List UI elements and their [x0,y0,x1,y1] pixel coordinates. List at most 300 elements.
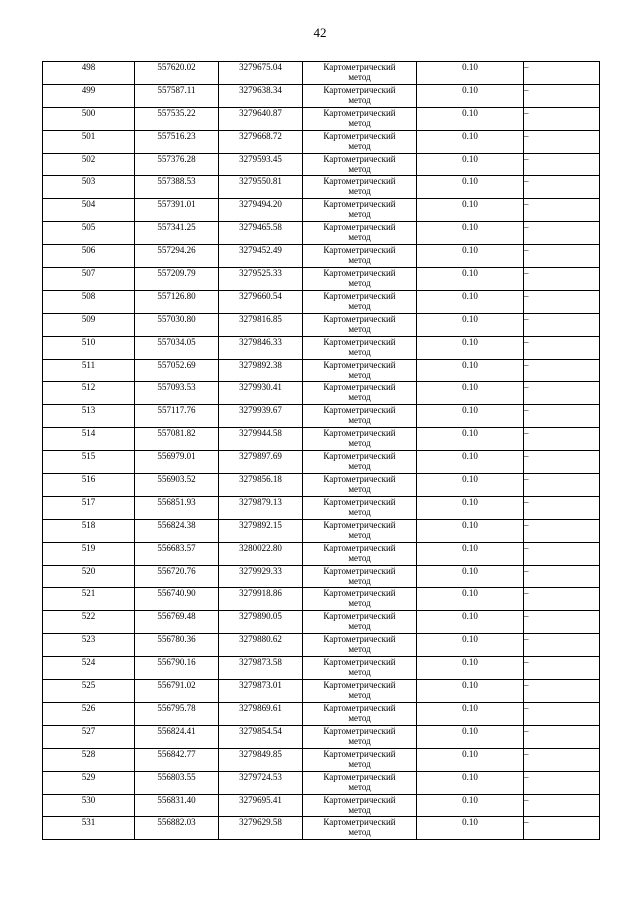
accuracy-cell: 0.10 [417,565,524,588]
method-line-2: метод [348,484,371,495]
x-coordinate-cell: 557093.53 [135,382,219,405]
accuracy-cell: 0.10 [417,702,524,725]
table-row [43,474,600,497]
method-cell [303,84,417,107]
table-row [43,428,600,451]
method-cell [303,748,417,771]
description-cell: – [524,428,600,451]
y-coordinate-cell: 3279918.86 [219,588,303,611]
table-row [43,748,600,771]
description-cell: – [524,748,600,771]
method-cell [303,474,417,497]
method-line-1: Картометрический [323,290,396,301]
method-cell [303,771,417,794]
description-cell: – [524,611,600,634]
point-number-cell: 514 [43,428,135,451]
method-cell [303,496,417,519]
y-coordinate-cell: 3279724.53 [219,771,303,794]
y-coordinate-cell: 3279629.58 [219,817,303,840]
description-cell: – [524,702,600,725]
accuracy-cell: 0.10 [417,84,524,107]
accuracy-cell: 0.10 [417,405,524,428]
method-cell [303,290,417,313]
y-coordinate-cell: 3279897.69 [219,451,303,474]
method-line-2: метод [348,690,371,701]
y-coordinate-cell: 3279494.20 [219,199,303,222]
method-cell [303,794,417,817]
method-line-2: метод [348,506,371,517]
method-line-1: Картометрический [323,611,396,622]
y-coordinate-cell: 3279593.45 [219,153,303,176]
table-row [43,107,600,130]
accuracy-cell: 0.10 [417,588,524,611]
accuracy-cell: 0.10 [417,634,524,657]
table-row [43,313,600,336]
method-cell [303,245,417,268]
method-line-2: метод [348,735,371,746]
table-row [43,268,600,291]
accuracy-cell: 0.10 [417,496,524,519]
accuracy-cell: 0.10 [417,611,524,634]
method-line-1: Картометрический [323,428,396,439]
description-cell: – [524,519,600,542]
accuracy-cell: 0.10 [417,794,524,817]
description-cell: – [524,153,600,176]
method-cell [303,725,417,748]
method-line-1: Картометрический [323,451,396,462]
x-coordinate-cell: 557052.69 [135,359,219,382]
y-coordinate-cell: 3279892.38 [219,359,303,382]
method-line-1: Картометрический [323,519,396,530]
y-coordinate-cell: 3279939.67 [219,405,303,428]
description-cell: – [524,359,600,382]
description-cell: – [524,794,600,817]
method-line-1: Картометрический [323,84,396,95]
method-line-2: метод [348,598,371,609]
table-row [43,382,600,405]
y-coordinate-cell: 3279849.85 [219,748,303,771]
accuracy-cell: 0.10 [417,382,524,405]
method-line-2: метод [348,186,371,197]
method-line-2: метод [348,346,371,357]
accuracy-cell: 0.10 [417,62,524,85]
table-row [43,588,600,611]
description-cell: – [524,634,600,657]
table-row [43,702,600,725]
accuracy-cell: 0.10 [417,680,524,703]
method-line-1: Картометрический [323,702,396,713]
table-row [43,565,600,588]
x-coordinate-cell: 557391.01 [135,199,219,222]
method-line-2: метод [348,300,371,311]
method-line-2: метод [348,781,371,792]
point-number-cell: 513 [43,405,135,428]
accuracy-cell: 0.10 [417,428,524,451]
method-cell [303,634,417,657]
method-cell [303,588,417,611]
point-number-cell: 506 [43,245,135,268]
x-coordinate-cell: 556790.16 [135,657,219,680]
method-line-2: метод [348,804,371,815]
description-cell: – [524,474,600,497]
table-row [43,245,600,268]
point-number-cell: 512 [43,382,135,405]
point-number-cell: 520 [43,565,135,588]
description-cell: – [524,657,600,680]
accuracy-cell: 0.10 [417,657,524,680]
table-row [43,634,600,657]
x-coordinate-cell: 556831.40 [135,794,219,817]
x-coordinate-cell: 556780.36 [135,634,219,657]
table-row [43,336,600,359]
y-coordinate-cell: 3279640.87 [219,107,303,130]
x-coordinate-cell: 556882.03 [135,817,219,840]
y-coordinate-cell: 3279550.81 [219,176,303,199]
method-line-2: метод [348,369,371,380]
point-number-cell: 529 [43,771,135,794]
x-coordinate-cell: 556795.78 [135,702,219,725]
accuracy-cell: 0.10 [417,474,524,497]
point-number-cell: 507 [43,268,135,291]
table-row [43,62,600,85]
method-line-2: метод [348,438,371,449]
method-cell [303,680,417,703]
accuracy-cell: 0.10 [417,771,524,794]
y-coordinate-cell: 3280022.80 [219,542,303,565]
table-row [43,519,600,542]
method-cell [303,107,417,130]
accuracy-cell: 0.10 [417,817,524,840]
point-number-cell: 526 [43,702,135,725]
point-number-cell: 502 [43,153,135,176]
method-line-1: Картометрический [323,153,396,164]
y-coordinate-cell: 3279880.62 [219,634,303,657]
point-number-cell: 516 [43,474,135,497]
table-row [43,153,600,176]
method-line-1: Картометрический [323,382,396,393]
point-number-cell: 531 [43,817,135,840]
x-coordinate-cell: 557587.11 [135,84,219,107]
x-coordinate-cell: 557030.80 [135,313,219,336]
method-line-1: Картометрический [323,107,396,118]
method-cell [303,62,417,85]
x-coordinate-cell: 556851.93 [135,496,219,519]
description-cell: – [524,542,600,565]
method-line-1: Картометрический [323,748,396,759]
x-coordinate-cell: 556824.38 [135,519,219,542]
accuracy-cell: 0.10 [417,725,524,748]
table-row [43,405,600,428]
description-cell: – [524,382,600,405]
y-coordinate-cell: 3279465.58 [219,222,303,245]
x-coordinate-cell: 557034.05 [135,336,219,359]
x-coordinate-cell: 557516.23 [135,130,219,153]
method-line-1: Картометрический [323,794,396,805]
table-row [43,290,600,313]
description-cell: – [524,199,600,222]
point-number-cell: 517 [43,496,135,519]
method-line-2: метод [348,644,371,655]
method-cell [303,657,417,680]
description-cell: – [524,588,600,611]
description-cell: – [524,268,600,291]
description-cell: – [524,771,600,794]
description-cell: – [524,680,600,703]
method-line-2: метод [348,667,371,678]
method-cell [303,519,417,542]
method-line-2: метод [348,117,371,128]
y-coordinate-cell: 3279930.41 [219,382,303,405]
method-line-2: метод [348,552,371,563]
x-coordinate-cell: 557341.25 [135,222,219,245]
table-row [43,680,600,703]
accuracy-cell: 0.10 [417,336,524,359]
point-number-cell: 518 [43,519,135,542]
description-cell: – [524,290,600,313]
description-cell: – [524,62,600,85]
y-coordinate-cell: 3279675.04 [219,62,303,85]
x-coordinate-cell: 556824.41 [135,725,219,748]
method-line-2: метод [348,232,371,243]
method-line-2: метод [348,575,371,586]
method-cell [303,702,417,725]
x-coordinate-cell: 556979.01 [135,451,219,474]
method-line-1: Картометрический [323,359,396,370]
description-cell: – [524,405,600,428]
method-cell [303,451,417,474]
y-coordinate-cell: 3279879.13 [219,496,303,519]
y-coordinate-cell: 3279854.54 [219,725,303,748]
point-number-cell: 522 [43,611,135,634]
x-coordinate-cell: 556720.76 [135,565,219,588]
method-line-2: метод [348,461,371,472]
y-coordinate-cell: 3279890.05 [219,611,303,634]
x-coordinate-cell: 557388.53 [135,176,219,199]
y-coordinate-cell: 3279929.33 [219,565,303,588]
point-number-cell: 505 [43,222,135,245]
description-cell: – [524,313,600,336]
method-line-1: Картометрический [323,680,396,691]
x-coordinate-cell: 557620.02 [135,62,219,85]
point-number-cell: 501 [43,130,135,153]
method-line-1: Картометрический [323,565,396,576]
method-line-2: метод [348,323,371,334]
method-cell [303,176,417,199]
method-line-2: метод [348,529,371,540]
accuracy-cell: 0.10 [417,748,524,771]
y-coordinate-cell: 3279869.61 [219,702,303,725]
method-line-2: метод [348,621,371,632]
coordinates-table-body [43,62,600,840]
accuracy-cell: 0.10 [417,107,524,130]
method-line-1: Картометрический [323,771,396,782]
point-number-cell: 528 [43,748,135,771]
method-line-1: Картометрический [323,245,396,256]
table-row [43,176,600,199]
table-row [43,611,600,634]
table-row [43,657,600,680]
point-number-cell: 499 [43,84,135,107]
description-cell: – [524,84,600,107]
description-cell: – [524,451,600,474]
x-coordinate-cell: 556842.77 [135,748,219,771]
description-cell: – [524,107,600,130]
coordinates-table [42,61,600,840]
method-line-2: метод [348,209,371,220]
x-coordinate-cell: 556791.02 [135,680,219,703]
table-row [43,199,600,222]
y-coordinate-cell: 3279638.34 [219,84,303,107]
point-number-cell: 523 [43,634,135,657]
method-line-2: метод [348,712,371,723]
accuracy-cell: 0.10 [417,290,524,313]
x-coordinate-cell: 556769.48 [135,611,219,634]
point-number-cell: 510 [43,336,135,359]
method-cell [303,542,417,565]
description-cell: – [524,725,600,748]
method-cell [303,268,417,291]
y-coordinate-cell: 3279452.49 [219,245,303,268]
x-coordinate-cell: 557126.80 [135,290,219,313]
method-line-1: Картометрический [323,222,396,233]
method-line-1: Картометрический [323,725,396,736]
method-line-1: Картометрический [323,474,396,485]
table-row [43,817,600,840]
point-number-cell: 515 [43,451,135,474]
accuracy-cell: 0.10 [417,130,524,153]
description-cell: – [524,222,600,245]
table-row [43,771,600,794]
point-number-cell: 525 [43,680,135,703]
table-row [43,725,600,748]
table-row [43,359,600,382]
x-coordinate-cell: 557117.76 [135,405,219,428]
table-row [43,84,600,107]
method-cell [303,313,417,336]
method-line-2: метод [348,140,371,151]
point-number-cell: 511 [43,359,135,382]
accuracy-cell: 0.10 [417,519,524,542]
method-line-1: Картометрический [323,268,396,279]
x-coordinate-cell: 556683.57 [135,542,219,565]
y-coordinate-cell: 3279873.01 [219,680,303,703]
x-coordinate-cell: 556803.55 [135,771,219,794]
y-coordinate-cell: 3279892.15 [219,519,303,542]
y-coordinate-cell: 3279660.54 [219,290,303,313]
method-line-1: Картометрический [323,130,396,141]
method-line-2: метод [348,415,371,426]
method-cell [303,611,417,634]
description-cell: – [524,130,600,153]
accuracy-cell: 0.10 [417,542,524,565]
description-cell: – [524,336,600,359]
table-row [43,542,600,565]
x-coordinate-cell: 557535.22 [135,107,219,130]
method-line-1: Картометрический [323,336,396,347]
method-line-1: Картометрический [323,496,396,507]
x-coordinate-cell: 556903.52 [135,474,219,497]
point-number-cell: 498 [43,62,135,85]
method-line-2: метод [348,163,371,174]
method-line-2: метод [348,72,371,82]
method-cell [303,405,417,428]
method-cell [303,359,417,382]
method-cell [303,428,417,451]
method-line-2: метод [348,827,371,838]
x-coordinate-cell: 557209.79 [135,268,219,291]
method-cell [303,817,417,840]
description-cell: – [524,565,600,588]
method-line-1: Картометрический [323,176,396,187]
table-row [43,130,600,153]
description-cell: – [524,496,600,519]
method-cell [303,153,417,176]
accuracy-cell: 0.10 [417,268,524,291]
table-row [43,496,600,519]
method-line-1: Картометрический [323,657,396,668]
accuracy-cell: 0.10 [417,199,524,222]
accuracy-cell: 0.10 [417,176,524,199]
y-coordinate-cell: 3279816.85 [219,313,303,336]
point-number-cell: 509 [43,313,135,336]
method-line-1: Картометрический [323,313,396,324]
accuracy-cell: 0.10 [417,359,524,382]
y-coordinate-cell: 3279873.58 [219,657,303,680]
method-line-1: Картометрический [323,199,396,210]
y-coordinate-cell: 3279695.41 [219,794,303,817]
accuracy-cell: 0.10 [417,245,524,268]
method-line-1: Картометрический [323,634,396,645]
accuracy-cell: 0.10 [417,153,524,176]
method-line-1: Картометрический [323,588,396,599]
table-row [43,222,600,245]
y-coordinate-cell: 3279525.33 [219,268,303,291]
point-number-cell: 524 [43,657,135,680]
method-line-1: Картометрический [323,542,396,553]
point-number-cell: 519 [43,542,135,565]
method-line-1: Картометрический [323,817,396,828]
method-cell [303,336,417,359]
y-coordinate-cell: 3279944.58 [219,428,303,451]
y-coordinate-cell: 3279846.33 [219,336,303,359]
accuracy-cell: 0.10 [417,451,524,474]
x-coordinate-cell: 557081.82 [135,428,219,451]
method-line-2: метод [348,392,371,403]
method-line-2: метод [348,278,371,289]
method-cell [303,130,417,153]
method-line-1: Картометрический [323,405,396,416]
method-cell [303,199,417,222]
description-cell: – [524,176,600,199]
method-cell [303,565,417,588]
description-cell: – [524,817,600,840]
method-line-2: метод [348,94,371,105]
method-line-2: метод [348,255,371,266]
point-number-cell: 500 [43,107,135,130]
x-coordinate-cell: 557294.26 [135,245,219,268]
accuracy-cell: 0.10 [417,222,524,245]
method-cell [303,382,417,405]
point-number-cell: 503 [43,176,135,199]
x-coordinate-cell: 557376.28 [135,153,219,176]
description-cell: – [524,245,600,268]
point-number-cell: 504 [43,199,135,222]
point-number-cell: 508 [43,290,135,313]
method-line-2: метод [348,758,371,769]
method-cell [303,222,417,245]
y-coordinate-cell: 3279668.72 [219,130,303,153]
point-number-cell: 521 [43,588,135,611]
